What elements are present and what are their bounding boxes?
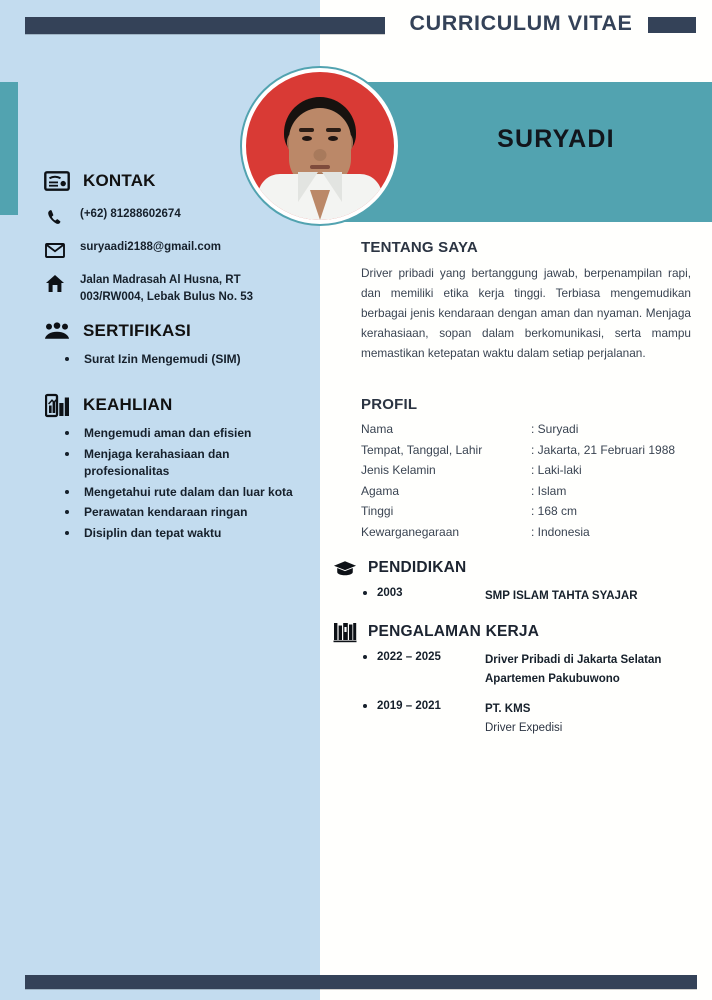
bar-chart-icon — [44, 392, 70, 418]
pengalaman-list — [333, 649, 661, 737]
section-keahlian — [44, 392, 299, 544]
contact-address-text: Jalan Madrasah Al Husna, RT 003/RW004, Lebak Bulus No. 53 — [80, 274, 253, 303]
avatar-brow-right — [326, 128, 341, 132]
list-item: • Perawatan kendaraan ringan — [80, 503, 299, 522]
profil-label: Nama — [361, 422, 394, 436]
pendidikan-school: SMP ISLAM TAHTA SYAJAR — [485, 590, 638, 602]
list-item: • Disiplin dan tepat waktu — [80, 524, 299, 543]
candidate-name: SURYADI — [497, 125, 615, 153]
pengalaman-year: • 2022 – 2025 — [377, 651, 441, 663]
profil-value: : Laki-laki — [531, 463, 582, 477]
page-title: CURRICULUM VITAE — [409, 11, 633, 35]
contact-email-row — [44, 239, 270, 260]
contact-phone-text: (+62) 81288602674 — [80, 208, 181, 220]
list-item: • Surat Izin Mengemudi (SIM) — [80, 350, 241, 369]
avatar-mouth — [310, 165, 330, 169]
contact-address-row — [44, 272, 270, 306]
tentang-saya-title: TENTANG SAYA — [361, 239, 478, 256]
pengalaman-title: PENGALAMAN KERJA — [368, 623, 540, 640]
header-rule-left — [25, 17, 385, 34]
profil-table — [361, 419, 675, 542]
home-icon — [44, 273, 66, 293]
tentang-saya-body: Driver pribadi yang bertanggung jawab, berpenampilan rapi, dan memiliki etika kerja tinggi. Terbiasa mengemudikan berbagai jenis kendaraan dengan aman dan nyaman. Menjaga kerahasiaan, sopan dalam berkomunikasi, serta mampu memastikan ketepatan waktu dalam setiap perjalanan. — [361, 266, 691, 360]
section-tentang-saya — [361, 239, 691, 363]
pendidikan-list — [333, 585, 638, 606]
profil-value: : Suryadi — [531, 422, 579, 436]
pendidikan-year: • 2003 — [377, 587, 403, 599]
profil-label: Agama — [361, 483, 400, 498]
books-icon — [333, 620, 357, 644]
profil-value: : 168 cm — [531, 504, 578, 518]
pengalaman-year: • 2019 – 2021 — [377, 700, 441, 712]
avatar-brow-left — [299, 128, 314, 132]
kontak-heading — [44, 168, 270, 194]
profil-value: : Jakarta, 21 Februari 1988 — [531, 442, 676, 457]
id-card-icon — [44, 168, 70, 194]
list-item — [377, 585, 638, 606]
list-item: • Mengetahui rute dalam dan luar kota — [80, 483, 299, 502]
kontak-title: KONTAK — [83, 171, 156, 190]
section-sertifikasi — [44, 318, 241, 371]
contact-phone-row — [44, 206, 270, 227]
section-pendidikan — [333, 556, 638, 616]
envelope-icon — [44, 240, 66, 260]
table-row — [361, 440, 675, 461]
avatar-nose — [314, 149, 327, 161]
sertifikasi-heading — [44, 318, 241, 344]
pendidikan-title: PENDIDIKAN — [368, 559, 467, 576]
pengalaman-role: Driver Pribadi di Jakarta Selatan — [485, 654, 662, 666]
table-row — [361, 501, 675, 522]
people-group-icon — [44, 318, 70, 344]
list-item — [377, 698, 661, 737]
graduation-cap-icon — [333, 556, 357, 580]
section-pengalaman-kerja — [333, 620, 661, 747]
table-row — [361, 419, 675, 440]
profil-value: : Indonesia — [531, 524, 590, 539]
pengalaman-place: Apartemen Pakubuwono — [485, 672, 620, 685]
pengalaman-role: Driver Expedisi — [485, 721, 563, 734]
profil-value: : Islam — [531, 483, 567, 498]
section-kontak — [44, 168, 270, 306]
footer-rule — [25, 975, 697, 989]
profil-label: Tempat, Tanggal, Lahir — [361, 442, 483, 457]
table-row — [361, 481, 675, 502]
teal-accent-left — [0, 82, 18, 215]
pengalaman-heading — [333, 620, 661, 644]
phone-icon — [44, 207, 66, 227]
header-rule-right — [648, 17, 696, 33]
list-item — [377, 649, 661, 688]
contact-email-text: suryaadi2188@gmail.com — [80, 241, 221, 253]
table-row — [361, 460, 675, 481]
sertifikasi-title: SERTIFIKASI — [83, 321, 191, 340]
sertifikasi-list — [44, 350, 241, 369]
table-row — [361, 522, 675, 543]
pendidikan-heading — [333, 556, 638, 580]
list-item: • Mengemudi aman dan efisien — [80, 424, 299, 443]
profil-label: Kewarganegaraan — [361, 524, 460, 539]
keahlian-heading — [44, 392, 299, 418]
profil-label: Jenis Kelamin — [361, 463, 436, 477]
section-profil — [361, 396, 675, 542]
pengalaman-company: PT. KMS — [485, 703, 531, 715]
profil-label: Tinggi — [361, 504, 394, 518]
list-item: • Menjaga kerahasiaan dan profesionalitas — [80, 445, 299, 481]
keahlian-list — [44, 424, 299, 542]
keahlian-title: KEAHLIAN — [83, 395, 173, 414]
profil-title: PROFIL — [361, 396, 418, 413]
